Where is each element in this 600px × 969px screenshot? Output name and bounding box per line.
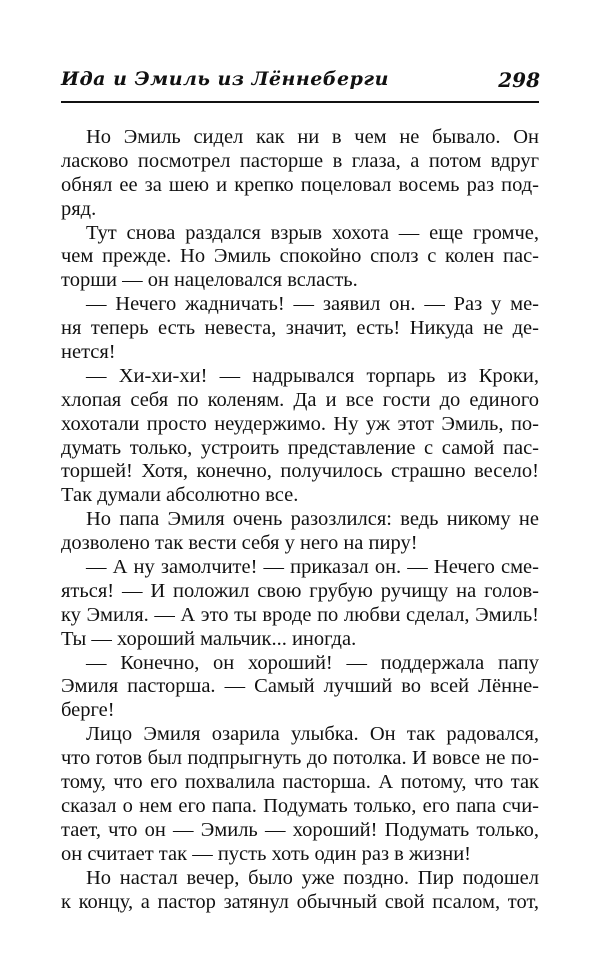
text-line: ласково посмотрел пасторше в глаза, а потом вдруг	[61, 149, 539, 172]
paragraph	[61, 652, 539, 724]
text-line: тает, что он — Эмиль — хороший! Подумать только,	[61, 818, 539, 841]
text-line: берге!	[61, 699, 115, 722]
text-line: торшей! Хотя, конечно, получилось страшно весело!	[61, 460, 539, 483]
text-line: Ты — хороший мальчик... иногда.	[61, 627, 357, 650]
text-line: хлопая себя по коленям. Да и все гости до единого	[61, 388, 539, 411]
text-line: Но настал вечер, было уже поздно. Пир подошел	[86, 866, 539, 889]
page-number: 298	[498, 68, 540, 92]
text-line: нется!	[61, 341, 116, 364]
text-line: ку Эмиля. — А это ты вроде по любви сделал, Эмиль!	[61, 603, 539, 626]
paragraph	[61, 126, 539, 222]
text-line: Лицо Эмиля озарила улыбка. Он так радовался,	[86, 723, 539, 746]
text-line: хохотали просто неудержимо. Ну уж этот Эмиль, по-	[61, 412, 539, 435]
running-title: Ида и Эмиль из Лённеберги	[61, 68, 389, 90]
text-line: Тут снова раздался взрыв хохота — еще громче,	[86, 221, 539, 244]
page-header	[61, 68, 540, 94]
text-line: что готов был подпрыгнуть до потолка. И вовсе не по-	[61, 747, 539, 770]
text-line: он считает так — пусть хоть один раз в жизни!	[61, 842, 471, 865]
body-text	[61, 126, 539, 914]
paragraph	[61, 723, 539, 866]
paragraph	[61, 222, 539, 294]
paragraph	[61, 365, 539, 508]
text-line: к концу, а пастор затянул обычный свой псалом, тот,	[61, 890, 539, 913]
text-line: обнял ее за шею и крепко поцеловал восемь раз под-	[61, 173, 539, 196]
text-line: Но Эмиль сидел как ни в чем не бывало. Он	[86, 126, 539, 148]
paragraph	[61, 556, 539, 652]
text-line: тому, что его похвалила пасторша. А потому, что так	[61, 771, 539, 794]
paragraph	[61, 293, 539, 365]
header-rule	[61, 101, 539, 103]
text-line: Эмиля пасторша. — Самый лучший во всей Лённе-	[61, 675, 539, 698]
paragraph	[61, 508, 539, 556]
text-line: думать только, устроить представление с самой пас-	[61, 436, 539, 459]
text-line: Но папа Эмиля очень разозлился: ведь никому не	[86, 508, 539, 531]
text-line: сказал о нем его папа. Подумать только, его папа счи-	[61, 794, 539, 817]
text-line: — Конечно, он хороший! — поддержала папу	[86, 651, 539, 674]
text-line: дозволено так вести себя у него на пиру!	[61, 532, 418, 555]
text-line: Так думали абсолютно все.	[61, 484, 299, 507]
text-line: — А ну замолчите! — приказал он. — Нечего сме-	[86, 556, 539, 579]
text-line: — Хи-хи-хи! — надрывался торпарь из Кроки,	[86, 364, 539, 387]
text-line: яться! — И положил свою грубую ручищу на голов-	[61, 579, 539, 602]
text-line: чем прежде. Но Эмиль спокойно сполз с колен пас-	[61, 245, 539, 268]
text-line: ня теперь есть невеста, значит, есть! Никуда не де-	[61, 317, 539, 340]
paragraph	[61, 867, 539, 915]
text-line: — Нечего жадничать! — заявил он. — Раз у ме-	[86, 293, 539, 316]
text-line: торши — он нацеловался всласть.	[61, 269, 358, 292]
text-line: ряд.	[61, 197, 97, 220]
